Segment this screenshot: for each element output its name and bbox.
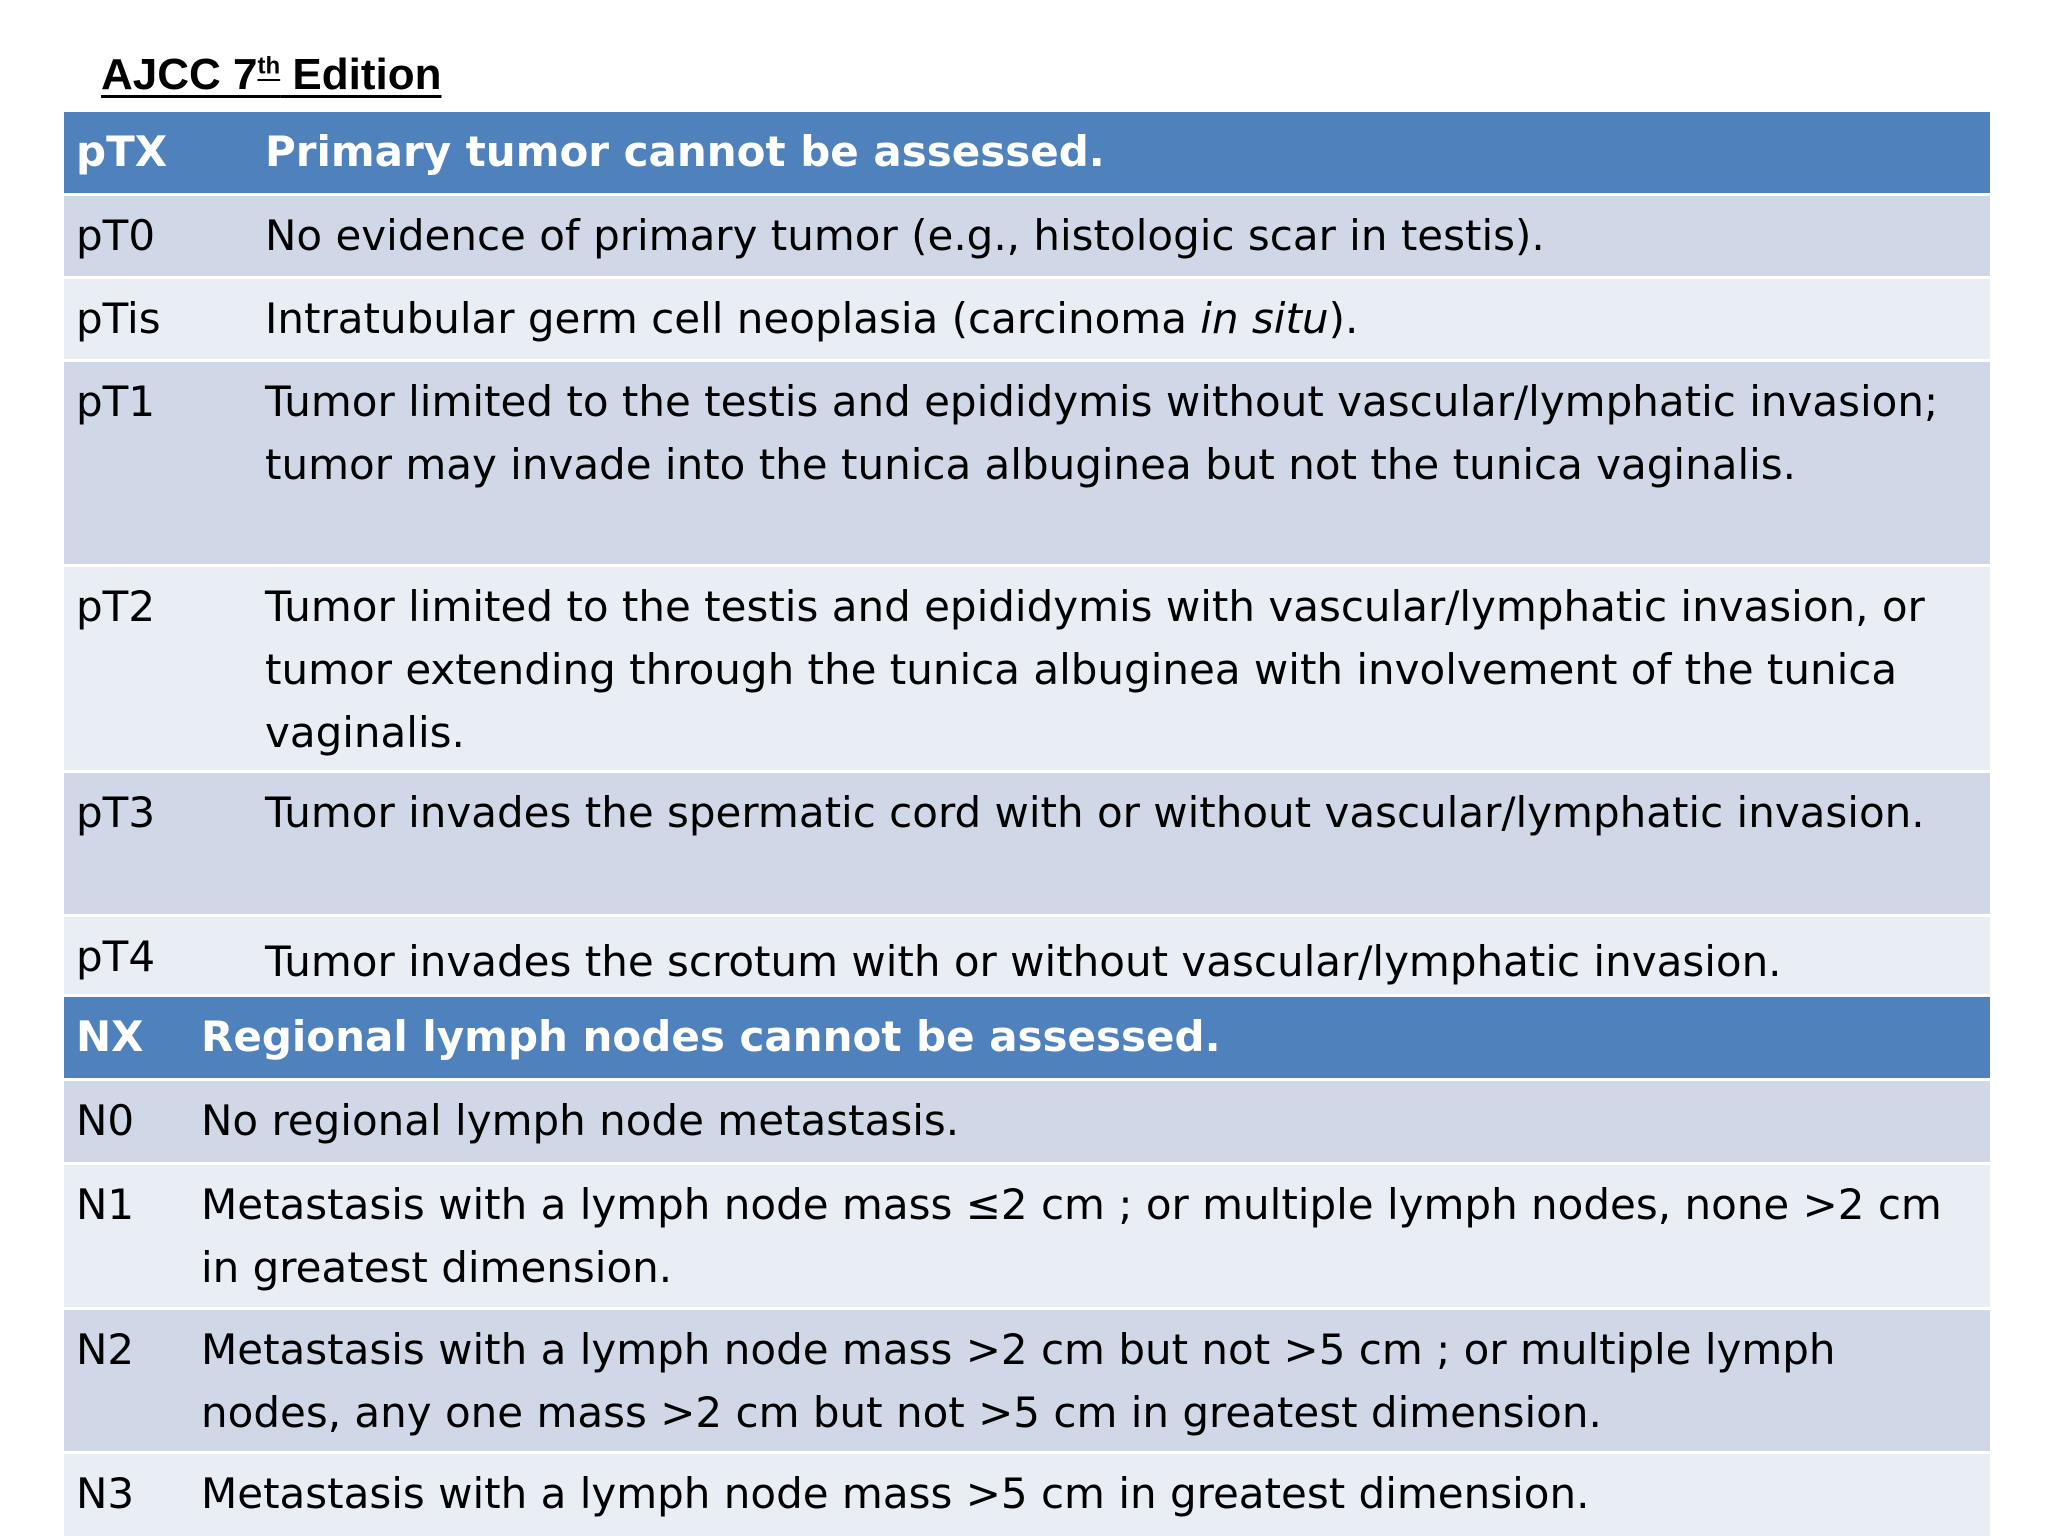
row-description: Regional lymph nodes cannot be assessed. [201, 1012, 1221, 1061]
table-row-pt2 [64, 567, 1990, 773]
row-description: Tumor invades the scrotum with or without vascular/lymphatic invasion. [265, 937, 1782, 986]
title-prefix: AJCC 7 [101, 50, 258, 99]
table-row-nx [64, 997, 1990, 1081]
staging-table [64, 112, 1990, 1536]
table-row-pt4 [64, 917, 1990, 997]
table-row-n2 [64, 1310, 1990, 1454]
row-description: Primary tumor cannot be assessed. [265, 127, 1105, 176]
row-code: N1 [76, 1180, 135, 1229]
title-superscript: th [257, 52, 281, 80]
row-code: pT4 [76, 932, 156, 981]
row-description: Metastasis with a lymph node mass >2 cm but not >5 cm ; or multiple lymph nodes, any one mass >2 cm but not >5 cm in greatest dimension. [201, 1325, 1836, 1437]
row-description-italic: in situ [1200, 294, 1329, 343]
table-row-pt3 [64, 773, 1990, 917]
row-description: Metastasis with a lymph node mass >5 cm in greatest dimension. [201, 1469, 1590, 1518]
row-code: N0 [76, 1096, 135, 1145]
row-description: Tumor limited to the testis and epididymis without vascular/lymphatic invasion; tumor may invade into the tunica albuginea but not the tunica vaginalis. [265, 377, 1939, 489]
row-code: N3 [76, 1469, 135, 1518]
table-row-pt0 [64, 196, 1990, 279]
row-description: Metastasis with a lymph node mass ≤2 cm ; or multiple lymph nodes, none >2 cm in greatest dimension. [201, 1180, 1942, 1292]
row-description: No regional lymph node metastasis. [201, 1096, 960, 1145]
row-description: Tumor limited to the testis and epididymis with vascular/lymphatic invasion, or tumor extending through the tunica albuginea with involvement of the tunica vaginalis. [265, 582, 1925, 757]
row-code: pT1 [76, 377, 156, 426]
row-description-end: ). [1328, 294, 1359, 343]
table-row-pt1 [64, 362, 1990, 567]
row-code: N2 [76, 1325, 135, 1374]
row-code: pT0 [76, 211, 156, 260]
page-title [101, 50, 441, 100]
table-row-n3 [64, 1454, 1990, 1536]
row-code: pTis [76, 294, 161, 343]
table-row-n1 [64, 1165, 1990, 1310]
table-row-n0 [64, 1081, 1990, 1165]
row-code: NX [76, 1012, 144, 1061]
title-suffix: Edition [280, 50, 442, 99]
row-code: pT3 [76, 788, 156, 837]
row-code: pTX [76, 127, 168, 176]
row-description [265, 287, 1950, 350]
table-row-ptx [64, 112, 1990, 196]
row-code: pT2 [76, 582, 156, 631]
table-row-ptis [64, 279, 1990, 362]
row-description: No evidence of primary tumor (e.g., histologic scar in testis). [265, 211, 1545, 260]
row-description-text: Intratubular germ cell neoplasia (carcinoma [265, 294, 1201, 343]
row-description: Tumor invades the spermatic cord with or without vascular/lymphatic invasion. [265, 788, 1925, 837]
